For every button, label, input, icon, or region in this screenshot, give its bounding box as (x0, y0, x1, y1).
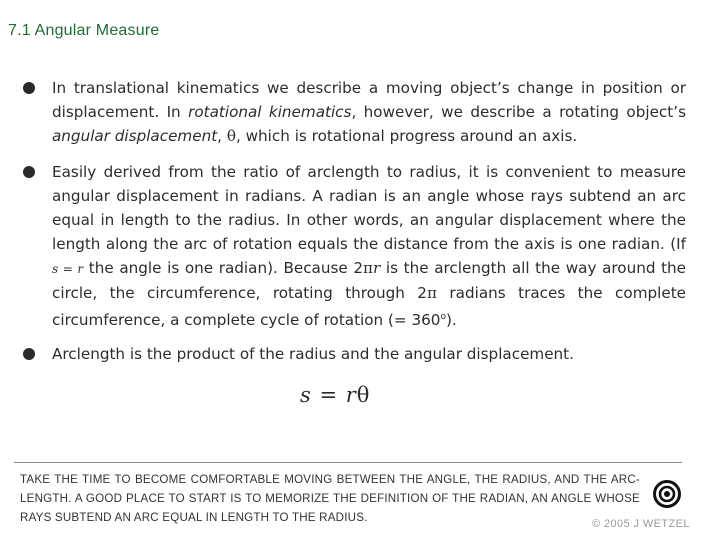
bullet-text: radians traces the complete circumference, a complete cycle of rotation (= 360 (52, 284, 686, 330)
arclength-equation (300, 383, 370, 407)
theta-symbol: θ (226, 127, 236, 145)
equation-s: s (300, 383, 312, 407)
emphasis-rotational-kinematics: rotational kinematics (188, 103, 352, 121)
r-variable: r (373, 259, 381, 277)
bullet-text: Arclength is the product of the radius and the angular displacement. (52, 345, 574, 363)
footer-divider (14, 462, 682, 463)
copyright-notice: © 2005 J WETZEL (592, 518, 690, 530)
degree-symbol: o (440, 312, 446, 322)
bullet-text: the angle is one radian). Because 2 (83, 259, 364, 277)
pi-symbol: π (426, 284, 437, 302)
condition-s-equals-r: s = r (52, 262, 84, 276)
equation-r: r (345, 383, 357, 407)
bullet-text: , which is rotational progress around an axis. (235, 127, 578, 145)
equation-equals: = (311, 383, 346, 407)
pi-symbol: π (363, 259, 374, 277)
bullet-dot (23, 82, 35, 94)
bullet-dot (23, 166, 35, 178)
equation-theta: θ (356, 383, 371, 407)
bullet-text: , however, we describe a rotating object’s (351, 103, 686, 121)
bullet-text: Easily derived from the ratio of arclength to radius, it is convenient to measure angular displacement in radians. A radian is an angle whose rays subtend an arc equal in length to the radius. In other words, an angular displacement where the length along the arc of rotation equals the distance from the axis is one radian. (If (52, 163, 686, 253)
bullet-translational-vs-rotational (20, 76, 686, 148)
slide-title: 7.1 Angular Measure (8, 22, 160, 39)
bullet-text: In translational kinematics we describe a moving object’s change in position or displacement. In (52, 79, 686, 121)
bullet-text: ). (445, 311, 457, 330)
emphasis-angular-displacement: angular displacement (52, 127, 218, 145)
bullet-text: , (217, 127, 227, 145)
footer-note: TAKE THE TIME TO BECOME COMFORTABLE MOVING BETWEEN THE ANGLE, THE RADIUS, AND THE ARC-LENGTH. A GOOD PLACE TO START IS TO MEMORIZE THE DEFINITION OF THE RADIAN, AN ANGLE WHOSE RAYS SUBTEND AN ARC EQUAL IN LENGTH TO THE RADIUS. (20, 473, 640, 524)
target-icon (653, 480, 681, 508)
bullet-arclength-product (20, 342, 686, 366)
bullet-radian-definition (20, 160, 686, 332)
bullet-dot (23, 348, 35, 360)
bullet-text: is the arclength all the way around the circle, the circumference, rotating through 2 (52, 259, 687, 302)
